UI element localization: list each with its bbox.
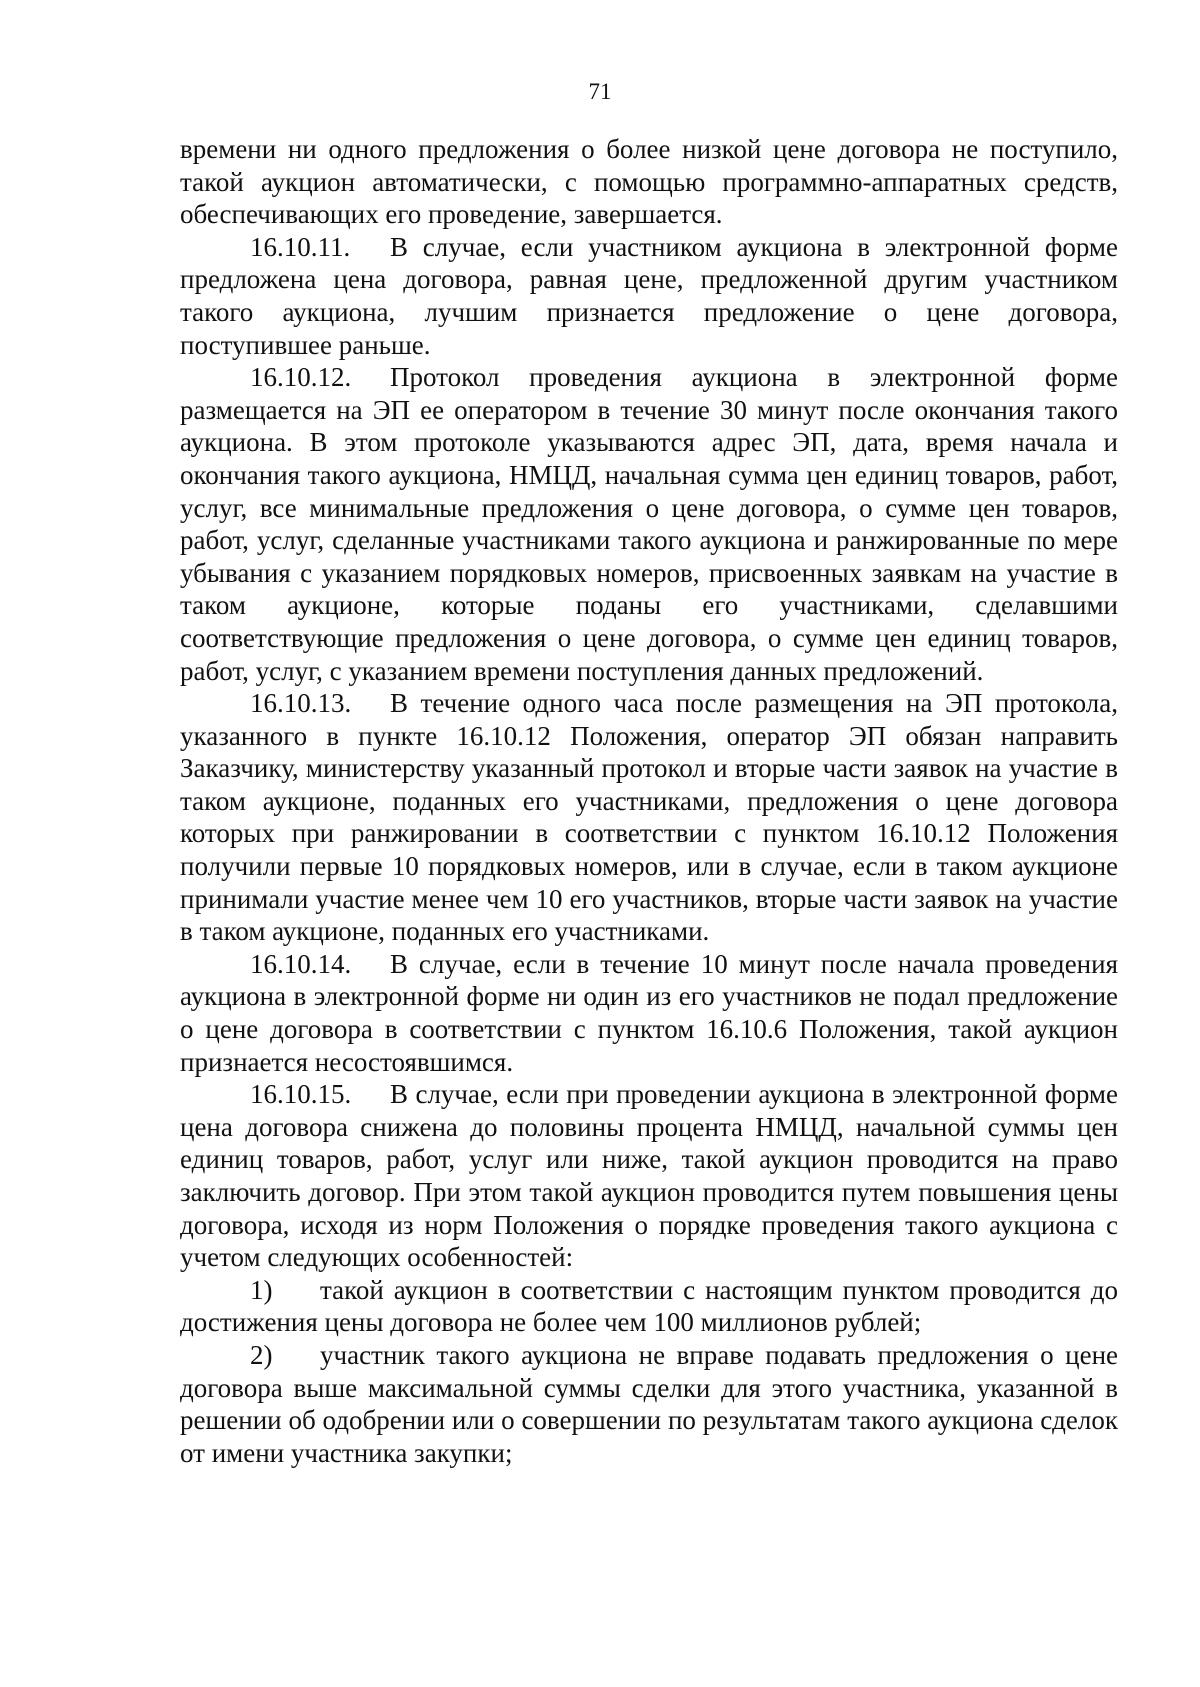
- clause-16-10-12: [180, 361, 1118, 687]
- clause-text: В случае, если при проведении аукциона в электронной форме цена договора снижена до половины процента НМЦД, начальной суммы цен единиц товаров, работ, услуг или ниже, такой аукцион проводится на право заключить договор. При этом такой аукцион проводится путем повышения цены договора, исходя из норм Положения о порядке проведения такого аукциона с учетом следующих особенностей:: [180, 1079, 1118, 1273]
- paragraph-continuation: [180, 133, 1118, 231]
- clause-number: 16.10.12.: [250, 362, 352, 393]
- list-item-1: [180, 1274, 1118, 1339]
- page-number: 71: [588, 79, 612, 104]
- list-item-number: 2): [250, 1339, 273, 1370]
- list-item-text: такой аукцион в соответствии с настоящим пунктом проводится до достижения цены договора не более чем 100 миллионов рублей;: [180, 1274, 1118, 1338]
- clause-text: Протокол проведения аукциона в электронной форме размещается на ЭП ее оператором в течение 30 минут после окончания такого аукциона. В этом протоколе указываются адрес ЭП, дата, время начала и окончания такого аукциона, НМЦД, начальная сумма цен единиц товаров, работ, услуг, все минимальные предложения о цене договора, о сумме цен товаров, работ, услуг, сделанные участниками такого аукциона и ранжированные по мере убывания с указанием порядковых номеров, присвоенных заявкам на участие в таком аукционе, которые поданы его участниками, сделавшими соответствующие предложения о цене договора, о сумме цен единиц товаров, работ, услуг, с указанием времени поступления данных предложений.: [180, 362, 1118, 686]
- list-item-2: [180, 1339, 1118, 1469]
- clause-number: 16.10.15.: [250, 1079, 352, 1110]
- list-item-text: участник такого аукциона не вправе подавать предложения о цене договора выше максимальной суммы сделки для этого участника, указанной в решении об одобрении или о совершении по результатам такого аукциона сделок от имени участника закупки;: [180, 1339, 1118, 1468]
- paragraph-text: времени ни одного предложения о более низкой цене договора не поступило, такой аукцион автоматически, с помощью программно-аппаратных средств, обеспечивающих его проведение, завершается.: [180, 134, 1118, 230]
- clause-16-10-11: [180, 231, 1118, 361]
- list-item-number: 1): [250, 1274, 273, 1305]
- document-body: [180, 133, 1118, 1469]
- clause-number: 16.10.13.: [250, 688, 352, 719]
- clause-text: В случае, если в течение 10 минут после начала проведения аукциона в электронной форме ни один из его участников не подал предложение о цене договора в соответствии с пунктом 16.10.6 Положения, такой аукцион признается несостоявшимся.: [180, 948, 1118, 1077]
- clause-16-10-14: [180, 948, 1118, 1078]
- clause-number: 16.10.14.: [250, 948, 352, 979]
- clause-text: В течение одного часа после размещения на ЭП протокола, указанного в пункте 16.10.12 Положения, оператор ЭП обязан направить Заказчику, министерству указанный протокол и вторые части заявок на участие в таком аукционе, поданных его участниками, предложения о цене договора которых при ранжировании в соответствии с пунктом 16.10.12 Положения получили первые 10 порядковых номеров, или в случае, если в таком аукционе принимали участие менее чем 10 его участников, вторые части заявок на участие в таком аукционе, поданных его участниками.: [180, 688, 1118, 947]
- clause-16-10-13: [180, 687, 1118, 948]
- clause-number: 16.10.11.: [250, 231, 351, 262]
- clause-text: В случае, если участником аукциона в электронной форме предложена цена договора, равная цене, предложенной другим участником такого аукциона, лучшим признается предложение о цене договора, поступившее раньше.: [180, 231, 1118, 360]
- clause-16-10-15: [180, 1078, 1118, 1274]
